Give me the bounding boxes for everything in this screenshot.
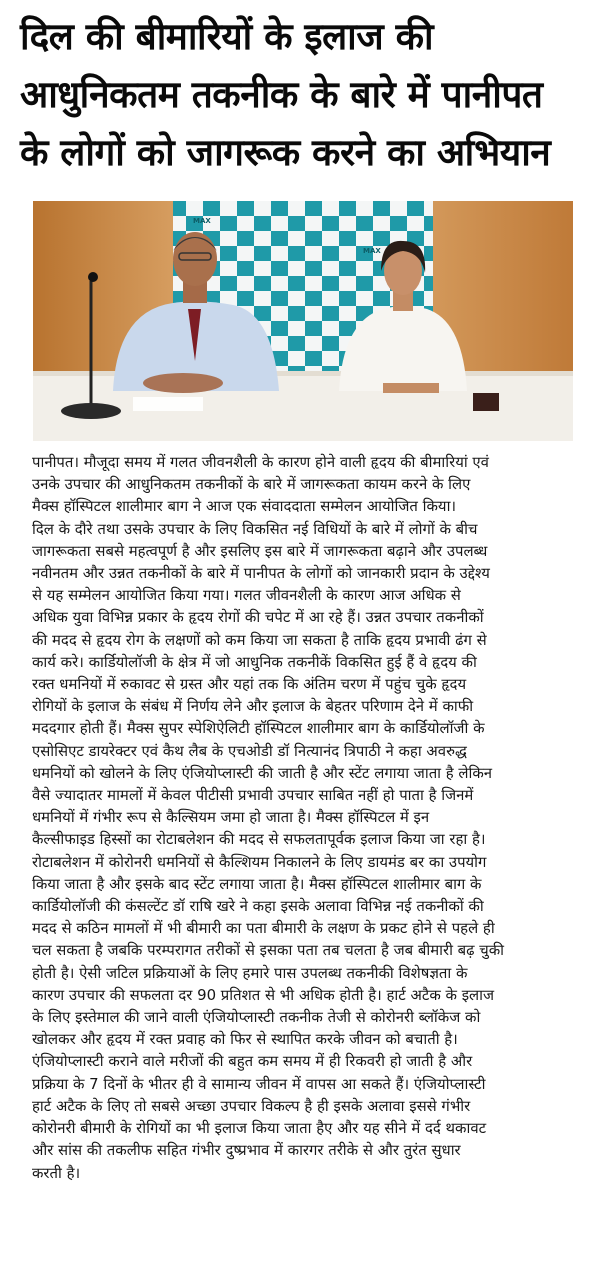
article-line: से यह सम्मेलन आयोजित किया गया। गलत जीवनशैली के कारण आज अधिक से [32, 586, 461, 605]
article-line: होती है। ऐसी जटिल प्रक्रियाओं के लिए हमारे पास उपलब्ध तकनीकी विशेषज्ञता के [32, 963, 468, 982]
papers [133, 397, 203, 411]
article-line: चल सकता है जबकि परम्परागत तरीकों से इसका पता तब चलता है जब बीमारी बढ़ चुकी [32, 941, 505, 960]
microphone-base [61, 403, 121, 419]
article-line: के लिए इस्तेमाल की जाने वाली एंजियोप्लास्टी तकनीक तेजी से कोरोनरी ब्लॉकेज को [32, 1008, 481, 1027]
article-line: कारण उपचार की सफलता दर 90 प्रतिशत से भी अधिक होती है। हार्ट अटैक के इलाज [32, 985, 495, 1004]
article-line: कार्य करे। कार्डियोलॉजी के क्षेत्र में जो आधुनिक तकनीकें विकसित हुई हैं वे हृदय की [32, 652, 477, 671]
article-line: कोरोनरी बीमारी के रोगियों का भी इलाज किया जाता हैए और यह सीने में दर्द थकावट [32, 1119, 487, 1138]
article-line: दिल के दौरे तथा उसके उपचार के लिए विकसित नई विधियों के बारे में लोगों के बीच [32, 519, 478, 538]
article-line: रोटाबलेशन में कोरोनरी धमनियों से कैल्शियम निकालने के लिए डायमंड बर का उपयोग [32, 852, 487, 871]
article-line: एसोसिएट डायरेक्टर एवं कैथ लैब के एचओडी डॉ नित्यानंद त्रिपाठी ने कहा अवरुद्ध [32, 741, 467, 760]
article-line: धमनियों में गंभीर रूप से कैल्सियम जमा हो जाता है। मैक्स हॉस्पिटल में इन [32, 808, 430, 827]
article-line: अधिक युवा विभिन्न प्रकार के हृदय रोगों की चपेट में आ रहे हैं। उन्नत उपचार तकनीकों [32, 608, 484, 627]
headline-line-2: आधुनिकतम तकनीक के बारे में पानीपत [20, 73, 543, 116]
microphone-head [88, 272, 98, 282]
article-line: की मदद से हृदय रोग के लक्षणों को कम किया जा सकता है ताकि हृदय प्रभावी ढंग से [32, 630, 487, 649]
headline [20, 8, 590, 182]
article-line: खोलकर और हृदय में रक्त प्रवाह को फिर से स्थापित करके जीवन को बचाती है। [32, 1030, 458, 1049]
article-line: हार्ट अटैक के लिए तो सबसे अच्छा उपचार विकल्प है ही इसके अलावा इससे गंभीर [32, 1096, 471, 1115]
banner-logo-text: MAX [193, 217, 211, 225]
article-line: रोगियों के इलाज के संबंध में निर्णय लेने और इलाज के बेहतर परिणाम देने में काफी [32, 697, 474, 716]
article-line: किया जाता है और इसके बाद स्टेंट लगाया जाता है। मैक्स हॉस्पिटल शालीमार बाग के [32, 874, 482, 893]
article-line: मदद से कठिन मामलों में भी बीमारी का पता बीमारी के लक्षण के प्रकट होने से पहले ही [32, 919, 495, 938]
phone-on-table [473, 393, 499, 411]
article-line: धमनियों को खोलने के लिए एंजियोप्लास्टी की जाती है और स्टेंट लगाया जाता है लेकिन [32, 763, 493, 782]
article-line: मददगार होती हैं। मैक्स सुपर स्पेशिऐलिटी हॉस्पिटल शालीमार बाग के कार्डियोलॉजी के [32, 719, 485, 738]
article-line: उनके उपचार की आधुनिकतम तकनीकों के बारे में जागरूकता कायम करने के लिए [32, 475, 471, 494]
photo-illustration [33, 201, 573, 441]
article-line: रक्त धमनियों में रुकावट से ग्रस्त और यहां तक कि अंतिम चरण में पहुंच चुके हृदय [32, 675, 467, 694]
article-line: जागरूकता सबसे महत्वपूर्ण है और इसलिए इस बारे में जागरूकता बढ़ाने और उपलब्ध [32, 541, 488, 560]
article-line: और सांस की तकलीफ सहित गंभीर दुष्प्रभाव में कारगर तरीके से और तुरंत सुधार [32, 1141, 461, 1160]
article-line: मैक्स हॉस्पिटल शालीमार बाग ने आज एक संवाददाता सम्मेलन आयोजित किया। [32, 497, 457, 516]
article-line: पानीपत। मौजूदा समय में गलत जीवनशैली के कारण होने वाली हृदय की बीमारियां एवं [32, 453, 489, 471]
article-line: एंजियोप्लास्टी कराने वाले मरीजों की बहुत कम समय में ही रिकवरी हो जाती है और [32, 1052, 473, 1071]
article-line: नवीनतम और उन्नत तकनीकों के बारे में पानीपत के लोगों को जानकारी प्रदान के उद्देश्य [32, 564, 490, 583]
headline-line-3: के लोगों को जागरूक करने का अभियान [20, 131, 551, 174]
article-line: करती है। [32, 1163, 81, 1182]
article-line: प्रक्रिया के 7 दिनों के भीतर ही वे सामान्य जीवन में वापस आ सकते हैं। एंजियोप्लास्टी [32, 1074, 486, 1093]
article-line: कैल्सीफाइड हिस्सों का रोटाबलेशन की मदद से सफलतापूर्वक इलाज किया जा रहा है। [32, 830, 486, 849]
article-body [32, 451, 572, 1184]
headline-line-1: दिल की बीमारियों के इलाज की [20, 15, 434, 58]
banner-logo-text-2: MAX [363, 247, 381, 255]
press-conference-photo [33, 201, 573, 441]
article-line: वैसे ज्यादातर मामलों में केवल पीटीसी प्रभावी उपचार साबित नहीं हो पाता है जिनमें [32, 786, 474, 805]
table-edge [33, 371, 573, 376]
article-line: कार्डियोलॉजी की कंसल्टेंट डॉ राषि खरे ने कहा इसके अलावा विभिन्न नई तकनीकों की [32, 897, 484, 916]
